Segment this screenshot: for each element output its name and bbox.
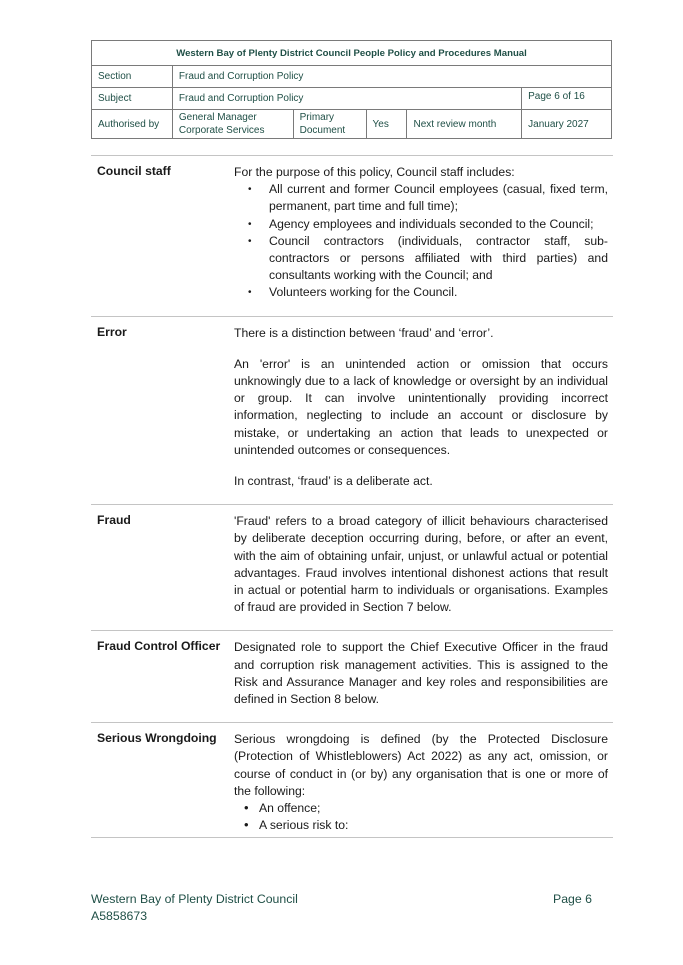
- review-label: Next review month: [407, 110, 522, 139]
- list-item: • A serious risk to:: [259, 817, 608, 834]
- fraud-paragraph: 'Fraud' refers to a broad category of illicit behaviours characterised by deliberate deception occurring during, before, or after an event, with the aim of obtaining unfair, unjust, or unlawful actual or potential advantages. Fraud involves intentional dishonest actions that result in actual or potential harm to individuals or organisations. Examples of fraud are provided in Section 7 below.: [234, 514, 608, 615]
- term-fraud: Fraud: [97, 513, 131, 528]
- primary-value: Yes: [366, 110, 407, 139]
- definition-serious-wrongdoing: [228, 723, 613, 836]
- subject-label: Subject: [92, 88, 173, 110]
- definition-fraud: [228, 505, 613, 630]
- error-paragraph-2: An 'error' is an unintended action or omission that occurs unknowingly due to a lack of knowledge or oversight by an individual or group. It can involve unintentionally providing incorrect information, neglecting to include an account or disclosure by mistake, or undertaking an action that leads to unexpected or unintended outcomes or consequences.: [234, 356, 608, 457]
- definition-row-fraud-control-officer: [91, 630, 613, 722]
- definition-row-fraud: [91, 504, 613, 630]
- definition-row-serious-wrongdoing: [91, 722, 613, 837]
- fraud-control-officer-paragraph: Designated role to support the Chief Executive Officer in the fraud and corruption risk management activities. This is assigned to the Risk and Assurance Manager and key roles and responsibilities are defined in Section 8 below.: [234, 640, 608, 707]
- review-value: January 2027: [522, 110, 612, 139]
- serious-wrongdoing-list: [234, 800, 608, 834]
- policy-header-table: [91, 40, 612, 139]
- definition-fraud-control-officer: [228, 631, 613, 722]
- term-fraud-control-officer: Fraud Control Officer: [97, 639, 221, 654]
- definition-error: [228, 317, 613, 505]
- footer-org: Western Bay of Plenty District Council: [91, 892, 298, 906]
- list-item: • Volunteers working for the Council.: [269, 284, 608, 301]
- page-footer: [91, 891, 592, 925]
- council-staff-list: [234, 181, 608, 301]
- subject-value: Fraud and Corruption Policy: [172, 88, 521, 110]
- section-label: Section: [92, 66, 173, 88]
- footer-page-number: Page 6: [553, 892, 592, 906]
- list-item: • Agency employees and individuals seconded to the Council;: [269, 216, 608, 233]
- page-info: Page 6 of 16: [522, 88, 612, 110]
- authorised-line-2: Corporate Services: [178, 125, 265, 136]
- definition-row-error: [91, 316, 613, 505]
- manual-title: Western Bay of Plenty District Council People Policy and Procedures Manual: [92, 41, 612, 66]
- error-paragraph-1: There is a distinction between ‘fraud’ and ‘error’.: [234, 325, 494, 340]
- term-error: Error: [97, 324, 127, 339]
- section-value: Fraud and Corruption Policy: [172, 66, 611, 88]
- authorised-label: Authorised by: [92, 110, 173, 139]
- list-item: • All current and former Council employees (casual, fixed term, permanent, part time and full time);: [269, 181, 608, 215]
- list-item: • Council contractors (individuals, contractor staff, sub-contractors or persons affiliated with third parties) and consultants working with the Council; and: [269, 233, 608, 285]
- definitions-table: [91, 155, 613, 838]
- term-serious-wrongdoing: Serious Wrongdoing: [97, 731, 217, 746]
- list-item: • An offence;: [259, 800, 608, 817]
- authorised-value: [172, 110, 293, 139]
- error-paragraph-3: In contrast, ‘fraud’ is a deliberate act.: [234, 474, 433, 489]
- definition-council-staff: [228, 156, 613, 316]
- serious-wrongdoing-paragraph: Serious wrongdoing is defined (by the Protected Disclosure (Protection of Whistleblowers) Act 2022) as any act, omission, or course of conduct in (or by) any organisation that is one or more of the following:: [234, 732, 608, 798]
- primary-line-1: Primary: [299, 112, 335, 123]
- definition-row-council-staff: [91, 155, 613, 316]
- council-staff-intro: For the purpose of this policy, Council staff includes:: [234, 165, 515, 179]
- primary-line-2: Document: [299, 125, 346, 136]
- footer-doc-id: A5858673: [91, 909, 148, 923]
- authorised-line-1: General Manager: [178, 112, 257, 123]
- term-council-staff: Council staff: [97, 164, 171, 178]
- primary-label: [293, 110, 366, 139]
